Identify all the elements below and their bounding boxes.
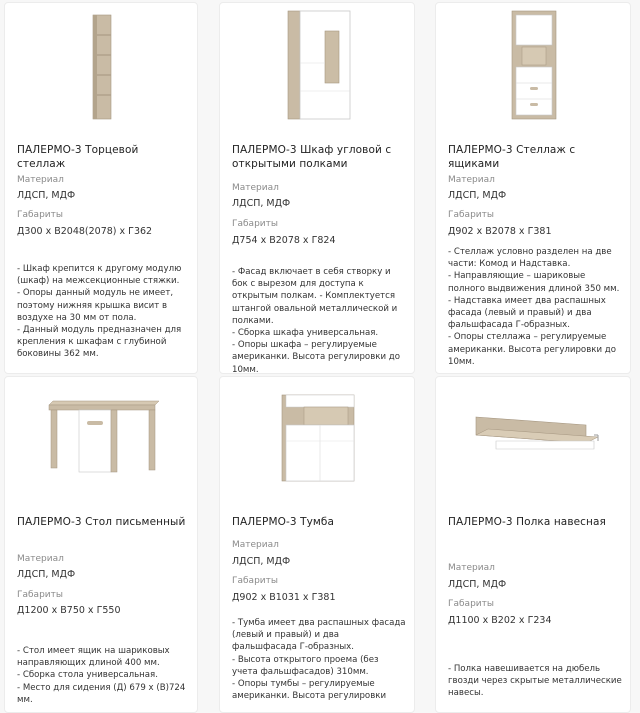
desc-line: - Опоры шкафа – регулируемые американки. Высота регулировки до 10мм.	[232, 340, 400, 373]
product-card[interactable]	[4, 2, 198, 374]
desc-line: - Стеллаж условно разделен на две части: Комод и Надставка.	[448, 247, 612, 270]
product-title[interactable]: ПАЛЕРМО-3 Тумба	[232, 516, 335, 528]
desc-line: - Опоры тумбы – регулируемые американки. Высота регулировки	[232, 679, 387, 702]
material-value: ЛДСП, МДФ	[448, 579, 507, 590]
desc-line: - Сборка стола универсальная.	[17, 670, 158, 681]
material-label: Материал	[448, 563, 495, 573]
product-title[interactable]: ПАЛЕРМО-3 Полка навесная	[448, 516, 606, 528]
material-label: Материал	[448, 175, 495, 185]
desc-line: - Сборка шкафа универсальная.	[232, 328, 379, 339]
material-value: ЛДСП, МДФ	[448, 190, 507, 201]
desc-line: - Стол имеет ящик на шариковых направляющих длиной 400 мм.	[17, 646, 170, 669]
desc-line: - Направляющие – шариковые полного выдвижения длиной 350 мм.	[448, 271, 620, 294]
dims-label: Габариты	[448, 599, 494, 609]
dims-label: Габариты	[17, 590, 63, 600]
dims-value: Д902 х В2078 х Г381	[448, 226, 552, 237]
material-label: Материал	[17, 175, 64, 185]
material-value: ЛДСП, МДФ	[232, 556, 291, 567]
product-title[interactable]: ПАЛЕРМО-3 Стеллаж с ящиками	[448, 144, 576, 170]
product-description	[232, 266, 406, 373]
product-image[interactable]	[436, 3, 630, 123]
product-description	[232, 617, 406, 712]
material-label: Материал	[232, 183, 279, 193]
desc-line: - Опоры стеллажа – регулируемые американки. Высота регулировки до 10мм.	[448, 332, 616, 367]
product-image[interactable]	[220, 377, 414, 497]
desc-line: - Опоры данный модуль не имеет, поэтому нижняя крышка висит в воздухе на 30 мм от пола.	[17, 288, 174, 323]
dims-value: Д1200 х В750 х Г550	[17, 605, 121, 616]
product-image[interactable]	[5, 3, 197, 123]
desc-line: - Тумба имеет два распашных фасада (левый и правый) и два фальшфасада Г-образных.	[232, 618, 406, 653]
dims-label: Габариты	[448, 210, 494, 220]
product-description	[17, 263, 189, 373]
material-label: Материал	[232, 540, 279, 550]
product-card[interactable]	[4, 376, 198, 713]
product-title[interactable]: ПАЛЕРМО-3 Шкаф угловой с открытыми полками	[232, 144, 392, 170]
material-value: ЛДСП, МДФ	[232, 198, 291, 209]
desc-line: - Надставка имеет два распашных фасада (левый и правый) и два фальшфасада Г-образных.	[448, 295, 606, 331]
dims-label: Габариты	[232, 219, 278, 229]
product-title[interactable]: ПАЛЕРМО-3 Торцевой стеллаж	[17, 144, 139, 170]
dims-value: Д300 х В2048(2078) х Г362	[17, 226, 153, 237]
product-description	[17, 645, 189, 711]
desc-line: - Фасад включает в себя створку и бок с вырезом для доступа к открытым полкам. - Комплектуется штангой овальной металлической и полками.	[232, 267, 398, 326]
product-description	[448, 663, 622, 713]
desc-line: - Высота открытого проема (без учета фальшфасадов) 310мм.	[232, 654, 379, 677]
product-card[interactable]	[219, 2, 415, 374]
material-value: ЛДСП, МДФ	[17, 190, 76, 201]
material-label: Материал	[17, 554, 64, 564]
desc-line: - Данный модуль предназначен для крепления к шкафам с глубиной боковины 362 мм.	[17, 325, 182, 360]
desc-line: - Полка навешивается на дюбель гвозди через скрытые металлические навесы.	[448, 664, 622, 699]
dims-label: Габариты	[232, 576, 278, 586]
product-card[interactable]	[435, 376, 631, 713]
product-description	[448, 246, 622, 373]
product-image[interactable]	[436, 377, 630, 497]
desc-line: - Место для сидения (Д) 679 х (В)724 мм.	[17, 682, 186, 705]
desc-line: - Шкаф крепится к другому модулю (шкаф) на межсекционные стяжки.	[17, 264, 182, 287]
product-image[interactable]	[220, 3, 414, 123]
dims-value: Д1100 х В202 х Г234	[448, 615, 552, 626]
dims-value: Д754 х В2078 х Г824	[232, 235, 336, 246]
product-title[interactable]: ПАЛЕРМО-3 Стол письменный	[17, 516, 186, 528]
dims-label: Габариты	[17, 210, 63, 220]
material-value: ЛДСП, МДФ	[17, 569, 76, 580]
dims-value: Д902 х В1031 х Г381	[232, 592, 336, 603]
product-image[interactable]	[5, 377, 197, 497]
product-card[interactable]	[219, 376, 415, 713]
product-card[interactable]	[435, 2, 631, 374]
